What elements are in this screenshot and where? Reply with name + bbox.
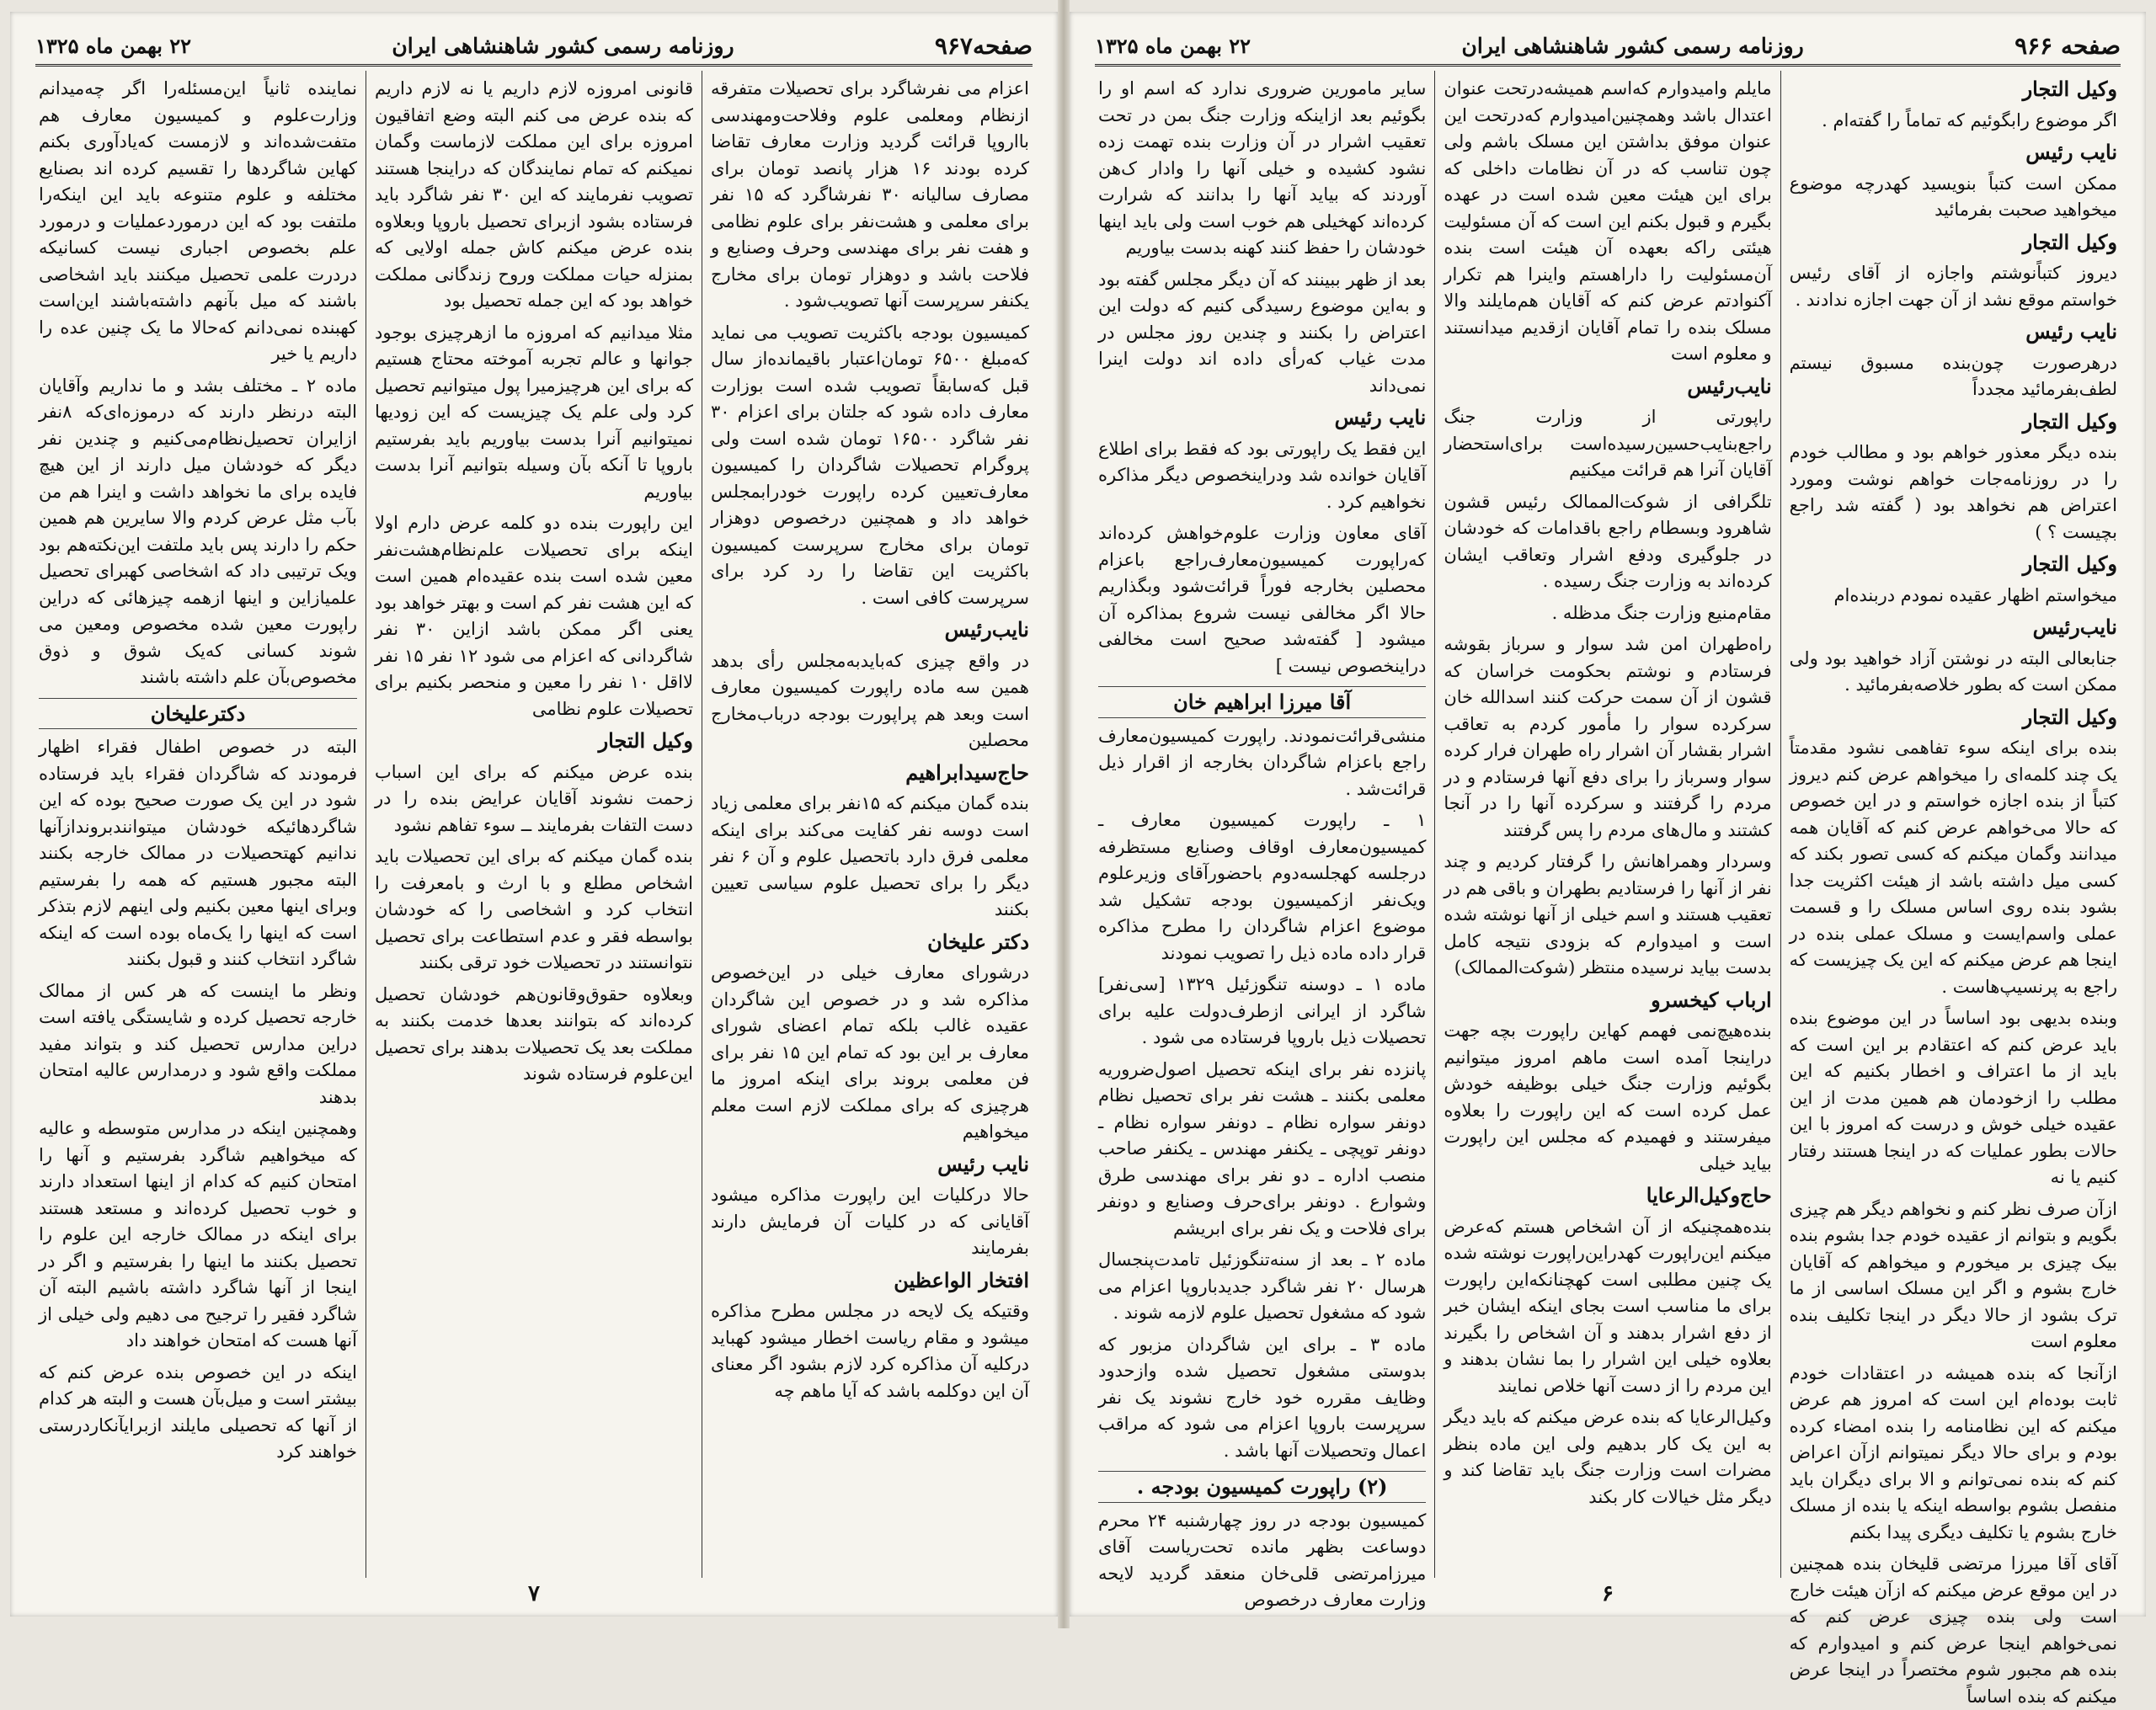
paragraph: مثلا میدانیم که امروزه ما ازهرچیزی بوجود جوانها و عالم تجربه آموخته محتاج هستیم که برای این هرچیزمیرا پول میتوانیم تحصیل کرد ولی علم یک چیزیست که این زودیها نمیتوانیم آنرا بدست بیاوریم باید بفرستیم باروپا تا آنکه بآن وسیله بتوانیم آنرا بدست بیاوریم xyxy=(375,322,693,502)
paragraph: ممکن است کتباً بنویسید کهدرچه موضوع میخواهید صحبت بفرمائید xyxy=(1789,173,2117,220)
paragraph: ونظر ما اینست که هر کس از ممالک خارجه تحصیل کرده و شایستگی یافته است دراین مدارس تحصیل کند و بتواند مفید مملکت واقع شود و درمدارس عالیه امتحان بدهند xyxy=(39,980,357,1107)
paragraph: وکیل‌الرعایا که بنده عرض میکنم که باید دیگر به این یک کار بدهیم ولی این ماده بنظر مضرات است وزارت جنگ باید تقاضا کند و دیگر مثل خیالات کار بکند xyxy=(1444,1407,1772,1507)
text-column xyxy=(1434,71,1780,1578)
issue-date: ۲۲ بهمن ماه ۱۳۲۵ xyxy=(1095,33,1251,58)
paragraph: منشی‌قرائت‌نمودند. راپورت کمیسیون‌معارف راجع باعزام شاگردان بخارجه از اقرار ذیل قرائت‌شد . xyxy=(1098,725,1427,799)
page-number: صفحه۹۶۷ xyxy=(934,31,1033,60)
text-column xyxy=(30,71,366,1578)
speaker-name: نایب‌رئیس xyxy=(944,617,1029,642)
left-page-header xyxy=(35,27,1033,67)
speaker-name: وکیل التجار xyxy=(598,728,693,753)
paragraph: ماده ۱ ـ دوسنه تنگوزئیل ۱۳۲۹ [سی‌نفر] شاگرد از ایرانی ازطرف‌دولت علیه برای تحصیلات ذیل باروپا فرستاده می شود . xyxy=(1098,974,1427,1047)
paragraph: ۱ ـ راپورت کمیسیون معارف ـ کمیسیون‌معارف اوقاف وصنایع مستظرفه درجلسه کهجلسه‌دوم باحضورآقای وزیرعلوم ویک‌نفر ازکمیسیون بودجه تشکیل شد موضوع اعزام شاگردان را مطرح مذاکره قرار داده ماده ذیل را تصویب نمودند xyxy=(1098,810,1427,963)
paragraph: ماده ۳ ـ برای این شاگردان مزبور که بدوستی مشغول تحصیل شده وازحدود وظایف مقرره خود خارج نشوند یک نفر سرپرست باروپا اعزام می شود که مراقب اعمال وتحصیلات آنها باشد . xyxy=(1098,1334,1427,1461)
speaker-name: وکیل التجار xyxy=(2022,408,2117,434)
paragraph: اعزام می نفرشاگرد برای تحصیلات متفرقه ازنظام ومعلمی علوم وفلاحت‌ومهندسی بااروپا قرائت گردید وزارت معارف تقاضا کرده بودند ۱۶ هزار پانصد تومان برای مصارف سالیانه ۳۰ نفرشاگرد که ۱۵ نفر برای معلمی و هشت‌نفر برای علوم نظامی و هفت نفر برای مهندسی وحرف وصنایع و فلاحت باشد و دوهزار تومان برای مخارج یکنفر سرپرست آنها تصویب‌شود . xyxy=(711,78,1030,311)
paragraph: سایر مامورین ضروری ندارد که اسم او را بگوئیم بعد ازاینکه وزارت جنگ بمن در تحت تعقیب اشرار در آن وزارت بنده تهمت زده نشود کشیده و خیلی آنها را وادار ک‌هن آوردند که بیاید آنها را بدانند که شرارت کرده‌اند کهخیلی هم خوب است ولی باید اینها خودشان را حفظ کنند کهنه بدست بیاوریم xyxy=(1098,78,1427,258)
speaker-name: ارباب کیخسرو xyxy=(1651,987,1772,1012)
speaker-name: وکیل التجار xyxy=(2022,77,2117,101)
speaker-name: افتخار الواعظین xyxy=(894,1267,1029,1292)
paragraph: جنابعالی البته در نوشتن آزاد خواهید بود ولی ممکن است که بطور خلاصه‌بفرمائید . xyxy=(1789,647,2117,695)
paragraph: آقای آقا میرزا مرتضی قلیخان بنده همچنین در این موقع عرض میکنم که ازآن هیئت خارج است ولی بنده چیزی عرض کنم که نمی‌خواهم اینجا عرض کنم و امیدوارم که بنده هم مجبور شوم مختصراً در اینجا عرض میکنم که بنده اساساً xyxy=(1789,1553,2117,1707)
speaker-name: حاج‌سیدابراهیم xyxy=(905,759,1029,785)
paragraph: درهرصورت چون‌بنده مسبوق نیستم لطف‌بفرمائید مجدداً xyxy=(1789,352,2117,399)
speaker-name: حاج‌وکیل‌الرعایا xyxy=(1646,1183,1772,1207)
speaker-name: دکتر علیخان xyxy=(927,929,1029,954)
paragraph: این راپورت بنده دو کلمه عرض دارم اولا اینکه برای تحصیلات علم‌نظام‌هشت‌نفر معین شده است بنده عقیده‌ام همین است که این هشت نفر کم است و بهتر خواهد بود یعنی اگر ممکن باشد ازاین ۳۰ نفر شاگردانی که اعزام می شود ۱۲ نفر ۱۵ نفر لااقل ۱۰ نفر را معین و منحصر بکنیم برای تحصیلات علوم نظامی xyxy=(375,513,693,719)
paragraph: وبعلاوه حقوق‌وقانون‌هم خودشان تحصیل کرده‌اند که بتوانند بعدها خدمت بکنند به مملکت بعد یک تحصیلات بدهند برای تحصیل این‌علوم فرستاده شوند xyxy=(375,983,693,1084)
newspaper-title: روزنامه رسمی کشور شاهنشاهی ایران xyxy=(392,33,734,58)
page-number: صفحه ۹۶۶ xyxy=(2015,31,2121,60)
paragraph: بنده دیگر معذور خواهم بود و مطالب خودم را در روزنامه‌جات خواهم نوشت ومورد اعتراض هم نخواهد بود ( گفته شد راجع بچیست ؟ ) xyxy=(1789,442,2117,542)
paragraph: ماده ۲ ـ بعد از سنه‌تنگوزئیل تامدت‌پنجسال هرسال ۲۰ نفر شاگرد جدیدباروپا اعزام می شود که مشغول تحصیل علوم لازمه شوند . xyxy=(1098,1249,1427,1323)
paragraph: بنده گمان میکنم که ۱۵نفر برای معلمی زیاد است دوسه نفر کفایت می‌کند برای اینکه معلمی فرق دارد باتحصیل علوم و آن ۶ نفر دیگر را برای تحصیل علوم سیاسی تعیین بکنند xyxy=(711,793,1030,919)
paragraph: بنده گمان میکنم که برای این تحصیلات باید اشخاص مطلع و با ارث و بامعرفت را انتخاب کرد و اشخاصی را که خودشان بواسطه فقر و عدم استطاعت برای تحصیل نتوانستند در تحصیلات خود ترقی بکنند xyxy=(375,846,693,972)
paragraph: ازآنجا که بنده همیشه در اعتقادات خودم ثابت بوده‌ام این است که امروز هم عرض میکنم که این نظامنامه را بنده امضاء کرده بودم و برای حالا دیگر نمیتوانم ازآن اعراض کنم که بنده نمی‌توانم و الا برای دیگران باید منفصل بشوم بواسطه اینکه یا بنده از مسلک خارج بشوم یا تکلیف دیگری پیدا بکنم xyxy=(1789,1362,2117,1542)
left-page xyxy=(10,12,1058,1617)
speaker-name: وکیل التجار xyxy=(2022,551,2117,576)
paragraph: بنده‌همچنیکه از آن اشخاص هستم که‌عرض میکنم این‌راپورت کهدراین‌راپورت نوشته شده یک چنین مطلبی است کهچنانکه‌این راپورت برای ما مناسب است بجای اینکه ایشان خبر از دفع اشرار بدهند و آن اشخاص را بگیرند بعلاوه خیلی این اشرار را بما نشان بدهند و این مردم را از دست آنها خلاص نمایند xyxy=(1444,1216,1772,1396)
speaker-name: نایب رئیس xyxy=(1334,405,1427,429)
text-column xyxy=(1090,71,1434,1610)
text-column xyxy=(366,71,702,1578)
speaker-name: وکیل التجار xyxy=(2022,229,2117,254)
speaker-name: وکیل التجار xyxy=(2022,704,2117,729)
paragraph: پانزده نفر برای اینکه تحصیل اصول‌ضروریه معلمی بکنند ـ هشت نفر برای تحصیل نظام دونفر سواره نظام ـ دونفر سواره نظام ـ دونفر توپچی ـ یکنفر مهندس ـ یکنفر صاحب منصب اداره ـ دو نفر برای مهندسی طرق وشوارع . دونفر برای‌حرف وصنایع و دونفر برای فلاحت و یک نفر برای ابریشم xyxy=(1098,1058,1427,1239)
paragraph: بعد از ظهر ببینند که آن دیگر مجلس گفته بود و به‌این موضوع رسیدگی کنیم که دولت این اعتراض را بکنند و چندین روز مجلس در مدت غیاب که‌رأی داده اند دولت اینرا نمی‌داند xyxy=(1098,269,1427,396)
paragraph: راپورتی از وزارت جنگ راجع‌بنایب‌حسین‌رسیده‌است برای‌استحضار آقایان آنرا هم قرائت میکنیم xyxy=(1444,407,1772,480)
paragraph: راه‌طهران امن شد سوار و سرباز بقوشه فرستادم و نوشتم بحکومت خراسان که قشون از آن سمت حرکت کنند اسدالله خان سرکرده سوار را مأمور کردم به تعاقب اشرار بقشار آن اشرار راه طهران فرار کرده سوار وسرباز را برای دفع آنها فرستادم و در مردم را گرفتند و سرکرده آنها را در آنجا کشتند و مال‌های مردم را پس گرفتند xyxy=(1444,634,1772,840)
page-footer-number: ۷ xyxy=(528,1581,540,1606)
speaker-name: نایب‌رئیس xyxy=(2032,615,2117,639)
paragraph: مایلم وامیدوارم که‌اسم همیشه‌درتحت عنوان اعتدال باشد وهمچنین‌امیدوارم که‌درتحت این عنوان موفق بداشتن این مسلک باشم ولی چون تناسب که در آن نظامات داخلی که برای این هیئت معین شده است در عهده بگیرم و قبول بکنم این است که آن مسئولیت هیئتی راکه بعهده آن هیئت است بنده آن‌مسئولیت را داراهستم واینرا هم تکرار آکنوادتم عرض کنم که آقایان هم‌مایلند والا مسلک بنده را تمام آقایان ازقدیم میدانستند و معلوم است xyxy=(1444,78,1772,364)
newspaper-title: روزنامه رسمی کشور شاهنشاهی ایران xyxy=(1461,33,1804,58)
section-heading: (۲) راپورت کمیسیون بودجه . xyxy=(1098,1471,1426,1503)
paragraph: مقام‌منیع وزارت جنگ مدظله . xyxy=(1551,602,1772,623)
paragraph: قانونی امروزه لازم داریم یا نه لازم داریم که بنده عرض می کنم البته وضع اتفاقیون امروزه برای این مملکت لازماست وگمان نمیکنم که تمام نمایندگان که دراینجا هستند تصویب نفرمایند که این ۳۰ نفر شاگرد باید فرستاده بشود ازبرای تحصیل باروپا وبعلاوه بنده عرض میکنم کاش جمله اولایی که بمنزله حیات مملکت وروح زندگانی مملکت خواهد بود که این جمله تحصیل بود xyxy=(375,78,694,311)
paragraph: دیروز کتباًنوشتم واجازه از آقای رئیس خواستم موقع نشد از آن جهت اجازه ندادند . xyxy=(1789,263,2117,310)
page-footer-number: ۶ xyxy=(1602,1581,1614,1606)
paragraph: البته در خصوص اطفال فقراء اظهار فرمودند که شاگردان فقراء باید فرستاده شود در این یک صورت صحیح بوده که این شاگردهائیکه خودشان میتوانند‌بروند‌ازآنها ندانیم کهتحصیلات در ممالک خارجه بکنند البته مجبور هستیم که همه را بفرستیم وبرای اینها معین بکنیم ولی اینهم لازم بتذکر است که اینها را یک‌ماه بوده است که اینکه شاگرد انتخاب کنند و قبول بکنند xyxy=(39,737,357,969)
paragraph: در واقع چیزی که‌باید‌به‌مجلس رأی بدهد همین سه ماده راپورت کمیسیون معارف است وبعد هم پراپورت بودجه درباب‌مخارج محصلین xyxy=(711,650,1029,750)
paragraph: کمیسیون بودجه باکثریت تصویب می نماید که‌مبلغ ۶۵۰۰ تومان‌اعتبار باقیمانده‌از سال قبل که‌سابقاً تصویب شده است بوزارت معارف داده شود که جلتان برای اعزام ۳۰ نفر شاگرد ۱۶۵۰۰ تومان شده است ولی پروگرام تحصیلات شاگردان را کمیسیون معارف‌تعیین کرده راپورت خودرابمجلس خواهد داد و همچنین درخصوص دوهزار تومان برای مخارج سرپرست کمیسیون باکثریت این تقاضا را رد کرد برای سرپرست کافی است . xyxy=(711,322,1029,608)
paragraph: بنده عرض میکنم که برای این اسباب زحمت نشوند آقایان عرایض بنده را در دست التفات بفرمایند ــ سوء تفاهم نشود xyxy=(375,761,693,835)
speaker-name: نایب رئیس xyxy=(2025,140,2117,164)
paragraph: ازآن صرف نظر کنم و نخواهم دیگر هم چیزی بگویم و بتوانم از عقیده خودم جدا بشوم بنده بیک چیزی بر میخورم و میخواهم که آقایان خارج بشوم و اگر این مسلک اساسی از ما ترک بشود از حالا دیگر در اینجا تکلیف بنده معلوم است xyxy=(1789,1198,2117,1351)
speaker-name: نایب رئیس xyxy=(2025,319,2117,344)
issue-date: ۲۲ بهمن ماه ۱۳۲۵ xyxy=(35,33,192,58)
right-page-header xyxy=(1095,27,2121,67)
speaker-name: نایب رئیس xyxy=(937,1151,1029,1176)
paragraph: کمیسیون بودجه در روز چهارشنبه ۲۴ محرم دوساعت بظهر مانده تحت‌ریاست آقای میرزامرتضی قلی‌خان منعقد گردید لایحه وزارت معارف درخصوص xyxy=(1098,1510,1427,1610)
speaker-name: نایب‌رئیس xyxy=(1687,373,1772,398)
paragraph: میخواستم اظهار عقیده نمودم دربنده‌ام xyxy=(1833,584,2117,605)
right-page-columns xyxy=(1090,71,2126,1707)
text-column xyxy=(1780,71,2126,1707)
paragraph: این فقط یک راپورتی بود که فقط برای اطلاع آقایان خوانده شد ودراینخصوص دیگر مذاکره نخواهیم کرد . xyxy=(1098,438,1427,512)
left-page-columns xyxy=(30,71,1038,1578)
paragraph: وبنده بدیهی بود اساساً در این موضوع بنده باید عرض کنم که اعتقادم بر این است که باید از ما اعتراف و اخطار بکنیم که این مطلب را ازخودمان هم همین مدت از این عقیده خیلی خوش و درست که امروز با این حالات بطور عملیات که در اینجا هستند رفتار کنیم یا نه xyxy=(1789,1008,2117,1187)
section-heading: دکترعلیخان xyxy=(39,698,357,730)
paragraph: وهمچنین اینکه در مدارس متوسطه و عالیه که میخواهیم شاگرد بفرستیم و آنها را امتحان کنیم که کدام از اینها استعداد دارند و خوب تحصیل کرده‌اند و مستعد هستند برای اینکه در ممالک خارجه این علوم را تحصیل بکنند ما اینها را بفرستیم و اگر در اینجا از آنها شاگرد داشته باشیم البته آن شاگرد فقیر را ترجیح می دهیم ولی خیلی از آنها هست که امتحان خواهند داد xyxy=(39,1118,357,1350)
right-page xyxy=(1070,12,2146,1707)
paragraph: بنده برای اینکه سوء تفاهمی نشود مقدمتاً یک چند کلمه‌ای را میخواهم عرض کنم دیروز کتباً از بنده اجازه خواستم و در این خصوص که حالا می‌خواهم عرض کنم که آقایان همه میدانند وگمان میکنم که کسی تصور بکند که کسی میل داشته باشد از هیئت اکثریت جدا بشود بنده روی اساس مسلک را و قسمت عملی واسم‌ایست و مسلک عملی بنده در اینجا هم عرض میکنم که این یک چیزیست که راجع به پرنسیپ‌هاست . xyxy=(1789,738,2117,997)
paragraph: اگر موضوع رابگوئیم که تماماً را گفته‌ام . xyxy=(1822,109,2117,131)
paragraph: آقای معاون وزارت علوم‌خواهش کرده‌اند که‌راپورت کمیسیون‌معارف‌راجع باعزام محصلین بخارجه فوراً قرائت‌شود وبگذاریم حالا اگر مخالفی نیست شروع بمذاکره آن میشود [ گفته‌شد صحیح است مخالفی دراینخصوص نیست ] xyxy=(1098,523,1427,676)
paragraph: تلگرافی از شوکت‌الممالک رئیس قشون شاهرود وبسطام راجع باقدامات که خودشان در جلوگیری ودفع اشرار وتعاقب ایشان کرده‌اند به وزارت جنگ رسیده . xyxy=(1444,491,1772,591)
paragraph: درشورای معارف خیلی در این‌خصوص مذاکره شد و در خصوص این شاگردان عقیده غالب بلکه تمام اعضای شورای معارف بر این بود که تمام این ۱۵ نفر برای فن معلمی بروند برای اینکه امروز ما هرچیزی که برای مملکت لازم است معلم میخواهیم xyxy=(711,962,1029,1142)
section-heading: آقا میرزا ابراهیم خان xyxy=(1098,686,1426,718)
text-column xyxy=(702,71,1038,1578)
paragraph: حالا درکلیات این راپورت مذاکره میشود آقایانی که در کلیات آن فرمایش دارند بفرمایند xyxy=(711,1185,1029,1258)
paragraph: وسردار وهمراهانش را گرفتار کردیم و چند نفر از آنها را فرستادیم بطهران و باقی هم در تعقیب هستند و اسم خیلی از آنها نوشته شده است و امیدوارم که بزودی نتیجه کامل بدست بیاید نرسیده منتظر (شوکت‌الممالک) xyxy=(1444,851,1772,978)
paragraph: وقتیکه یک لایحه در مجلس مطرح مذاکره میشود و مقام ریاست اخطار میشود کهباید درکلیه آن مذاکره کرد لازم بشود اگر معنای آن این دوکلمه باشد که آیا ماهم چه xyxy=(711,1301,1029,1401)
paragraph: نماینده ثانیاً این‌مسئله‌را اگر چه‌میدانم وزارت‌علوم و کمیسیون معارف هم متفت‌شده‌اند و لازمست که‌یادآوری بکنم کهاین شاگردها را تقسیم کرده اند بصنایع مختلفه و علوم متنوعه باید این اینکه‌را ملتفت بود که این درموردعملیات و درمورد علم بخصوص اجباری نیست کسانیکه دردرت علمی تحصیل میکنند باید اشخاصی باشند که میل بآنهم داشته‌باشند این‌است کهبنده نمی‌دانم که‌حالا ما یک چنین عده را داریم یا خیر xyxy=(39,78,357,364)
paragraph: بنده‌هیچ‌نمی فهمم کهاین راپورت بچه جهت دراینجا آمده است ماهم امروز میتوانیم بگوئیم وزارت جنگ خیلی بوظیفه خودش عمل کرده است که این راپورت را بعلاوه میفرستند و فهمیدم که مجلس این راپورت بیاید خیلی xyxy=(1444,1020,1772,1174)
paragraph: ماده ۲ ـ مختلف بشد و ما نداریم وآقایان البته درنظر دارند که درموزه‌ای‌که ۸نفر ازایران تحصیل‌نظام‌می‌کنیم و چندین نفر دیگر که خودشان میل دارند از این هیچ فایده برای ما نخواهد داشت و اینرا هم من بآب مثل عرض کردم والا سایرین هم همین حکم را دارند پس باید ملتفت این‌نکته‌هم بود ویک ترتیبی داد که اشخاصی کهبرای تحصیل علمیازاین و اینها ازهمه چیزهائی که دراین راپورت معین شده مخصوص ومعین می شوند کسانی که‌یک شوق و ذوق مخصوص‌بآن علم داشته باشند xyxy=(39,375,357,687)
book-gutter xyxy=(1058,0,1070,1628)
paragraph: اینکه در این خصوص بنده عرض کنم که بیشتر است و میل‌بآن هست و البته هر کدام از آنها که تحصیلی مایلند ازبرایآنکاردرستی خواهند کرد xyxy=(39,1361,357,1462)
